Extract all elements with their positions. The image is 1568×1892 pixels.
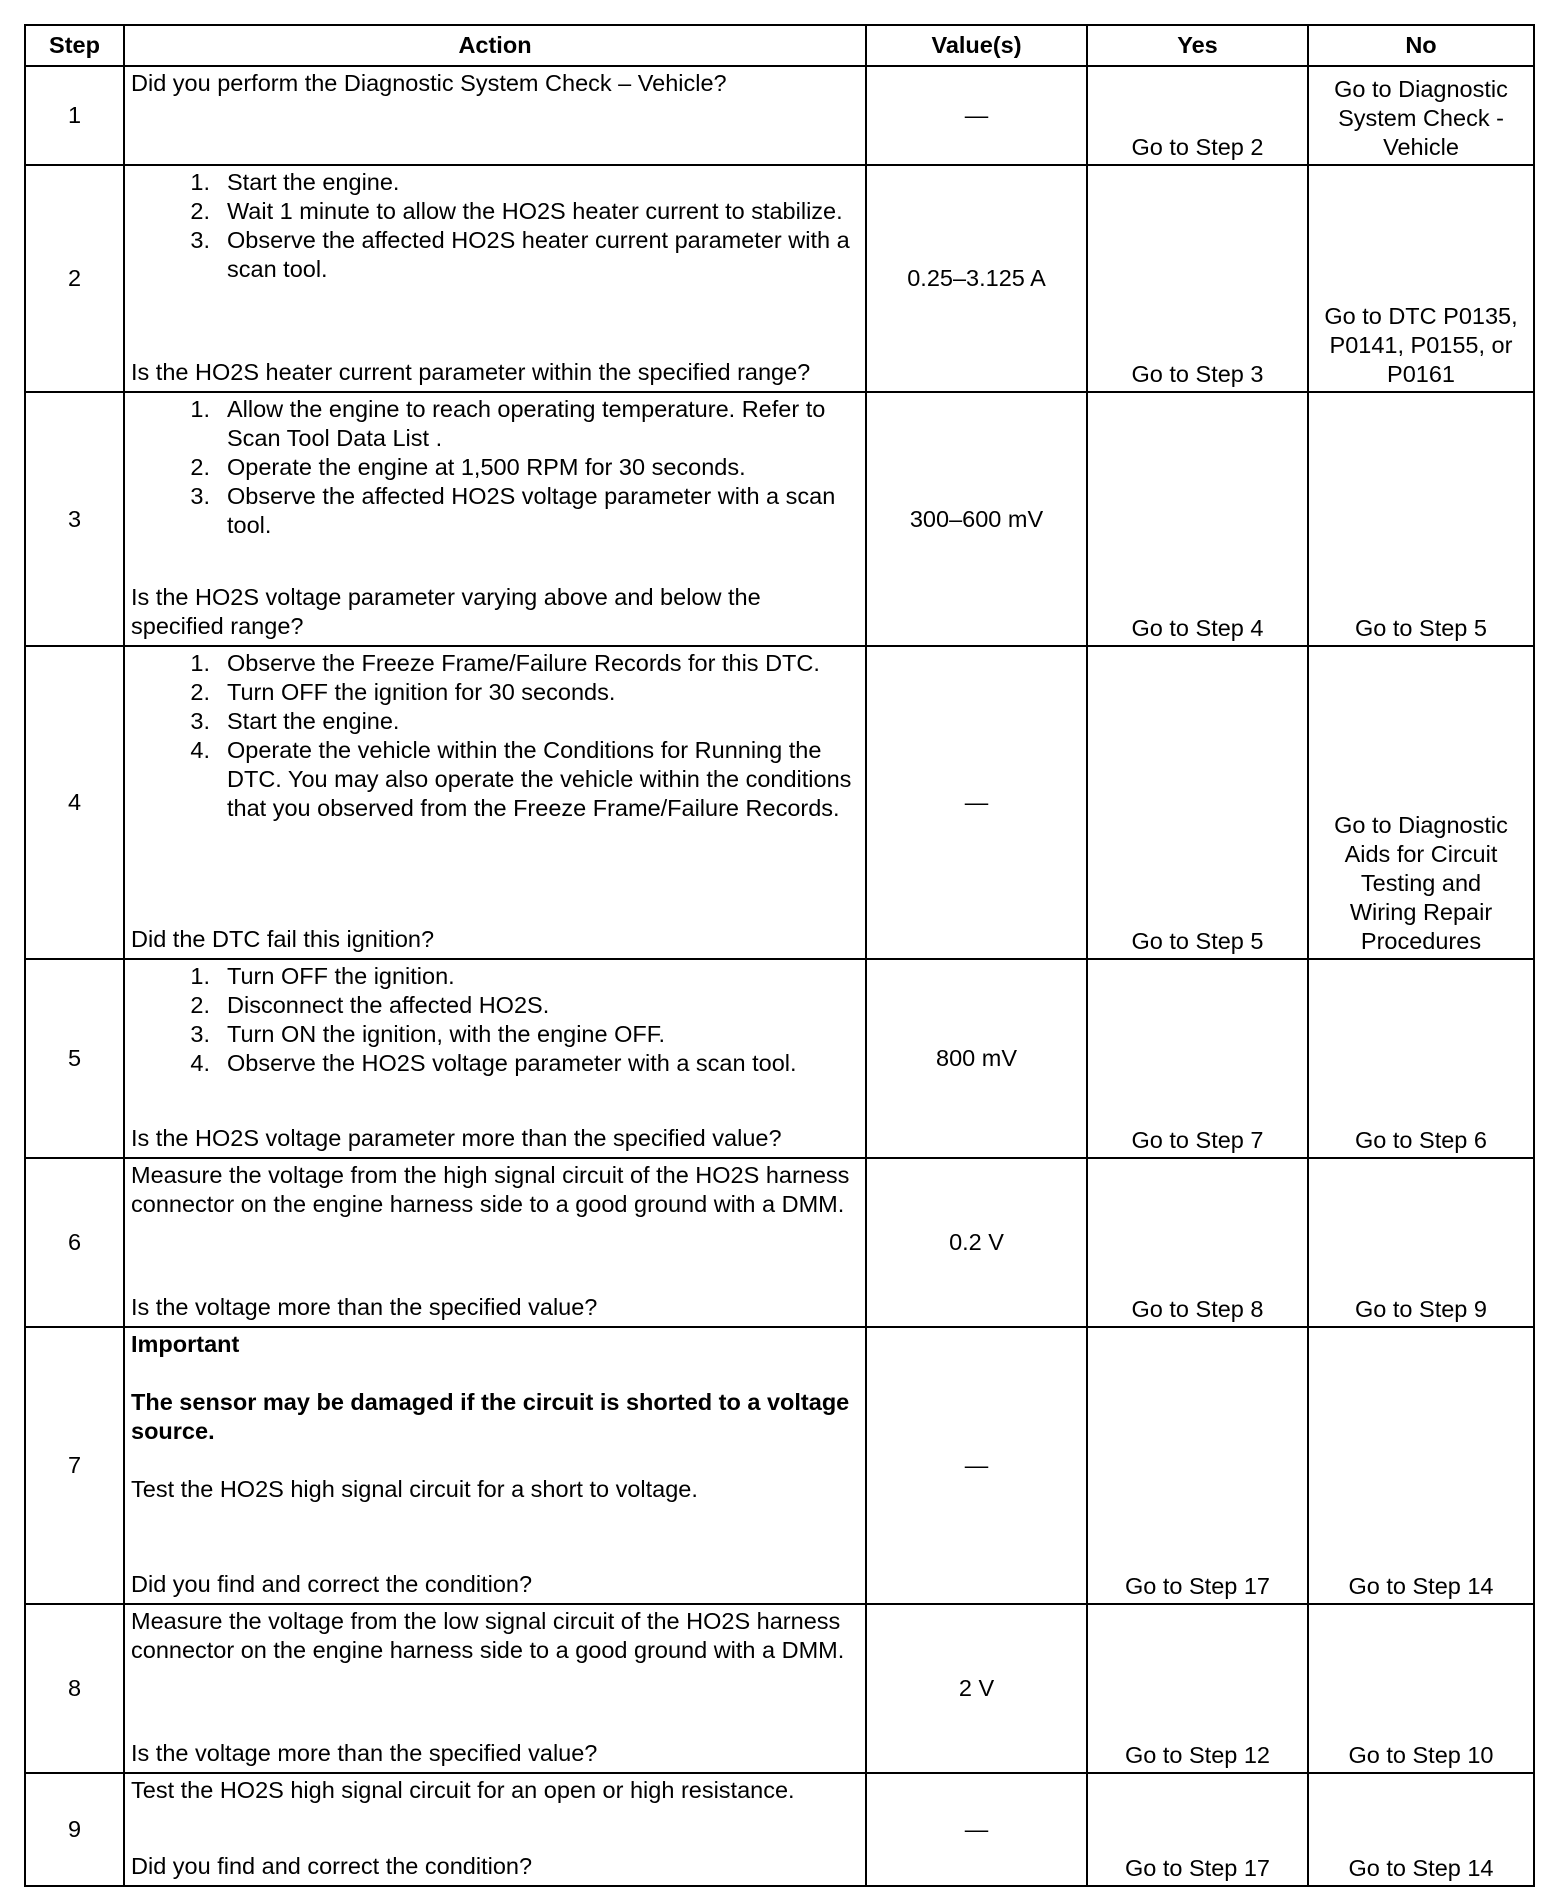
value-cell: —	[866, 1773, 1087, 1886]
value-cell: 0.25–3.125 A	[866, 165, 1087, 392]
yes-cell: Go to Step 5	[1087, 646, 1308, 959]
no-line: P0161	[1387, 361, 1455, 387]
procedure-list	[131, 962, 859, 1078]
action-question: Is the HO2S heater current parameter within the specified range?	[131, 359, 811, 385]
header-no: No	[1308, 25, 1534, 66]
action-text: Test the HO2S high signal circuit for a short to voltage.	[131, 1476, 698, 1502]
action-cell	[124, 66, 866, 165]
yes-cell: Go to Step 3	[1087, 165, 1308, 392]
value-cell: —	[866, 1327, 1087, 1604]
action-cell	[124, 165, 866, 392]
no-cell: Go to Step 9	[1308, 1158, 1534, 1327]
procedure-item: 1. Turn OFF the ignition.	[190, 963, 455, 989]
yes-cell: Go to Step 8	[1087, 1158, 1308, 1327]
procedure-item: 3. Turn ON the ignition, with the engine OFF.	[190, 1021, 666, 1047]
action-cell	[124, 1327, 866, 1604]
no-line: System Check -	[1338, 105, 1504, 131]
value-cell: 2 V	[866, 1604, 1087, 1773]
table-row-step-2	[25, 165, 1534, 392]
important-heading: Important	[131, 1331, 240, 1357]
procedure-item: 3. Observe the affected HO2S voltage parameter with a scan tool.	[190, 483, 836, 538]
procedure-item: 4. Observe the HO2S voltage parameter with a scan tool.	[190, 1050, 797, 1076]
value-cell: 800 mV	[866, 959, 1087, 1158]
important-notice: The sensor may be damaged if the circuit is shorted to a voltage source.	[131, 1389, 850, 1444]
no-cell	[1308, 165, 1534, 392]
action-cell	[124, 959, 866, 1158]
no-line: Procedures	[1360, 928, 1482, 954]
procedure-item: 2. Turn OFF the ignition for 30 seconds.	[190, 679, 616, 705]
procedure-item: 3. Start the engine.	[190, 708, 400, 734]
step-number: 2	[25, 165, 124, 392]
step-number: 6	[25, 1158, 124, 1327]
value-cell: 0.2 V	[866, 1158, 1087, 1327]
table-row-step-4	[25, 646, 1534, 959]
action-text: Test the HO2S high signal circuit for an open or high resistance.	[131, 1777, 795, 1803]
no-line: Go to Diagnostic	[1334, 76, 1508, 102]
step-number: 9	[25, 1773, 124, 1886]
header-step: Step	[25, 25, 124, 66]
no-line: Aids for Circuit	[1344, 841, 1498, 867]
action-question: Is the HO2S voltage parameter varying above and below the specified range?	[131, 584, 761, 639]
procedure-item: 4. Operate the vehicle within the Conditions for Running the DTC. You may also operate the vehicle within the conditions that you observed from the Freeze Frame/Failure Records.	[190, 737, 852, 821]
action-cell	[124, 392, 866, 646]
step-number: 8	[25, 1604, 124, 1773]
no-cell: Go to Step 10	[1308, 1604, 1534, 1773]
no-cell: Go to Step 14	[1308, 1773, 1534, 1886]
action-text: Measure the voltage from the low signal circuit of the HO2S harness connector on the engine harness side to a good ground with a DMM.	[131, 1608, 845, 1663]
yes-cell: Go to Step 7	[1087, 959, 1308, 1158]
yes-cell: Go to Step 17	[1087, 1773, 1308, 1886]
yes-cell: Go to Step 17	[1087, 1327, 1308, 1604]
step-number: 3	[25, 392, 124, 646]
action-question: Did you find and correct the condition?	[131, 1853, 533, 1879]
procedure-list	[131, 168, 859, 284]
action-cell	[124, 1773, 866, 1886]
procedure-item: 1. Start the engine.	[190, 169, 400, 195]
no-cell: Go to Step 5	[1308, 392, 1534, 646]
yes-cell: Go to Step 4	[1087, 392, 1308, 646]
action-question: Did the DTC fail this ignition?	[131, 926, 435, 952]
action-question: Is the voltage more than the specified value?	[131, 1294, 598, 1320]
action-text: Measure the voltage from the high signal circuit of the HO2S harness connector on the engine harness side to a good ground with a DMM.	[131, 1162, 850, 1217]
procedure-item: 2. Operate the engine at 1,500 RPM for 30 seconds.	[190, 454, 746, 480]
step-number: 1	[25, 66, 124, 165]
header-action: Action	[124, 25, 866, 66]
header-values: Value(s)	[866, 25, 1087, 66]
no-cell: Go to Step 14	[1308, 1327, 1534, 1604]
action-cell	[124, 1158, 866, 1327]
table-row-step-6	[25, 1158, 1534, 1327]
table-row-step-7	[25, 1327, 1534, 1604]
no-line: Go to Diagnostic	[1334, 812, 1508, 838]
no-line: Testing and	[1360, 870, 1482, 896]
no-line: Vehicle	[1383, 134, 1459, 160]
procedure-list	[131, 395, 859, 540]
header-row	[25, 25, 1534, 66]
procedure-item: 2. Wait 1 minute to allow the HO2S heater current to stabilize.	[190, 198, 843, 224]
no-cell: Go to Step 6	[1308, 959, 1534, 1158]
action-question: Is the HO2S voltage parameter more than the specified value?	[131, 1125, 782, 1151]
procedure-item: 2. Disconnect the affected HO2S.	[190, 992, 550, 1018]
step-number: 5	[25, 959, 124, 1158]
value-cell: —	[866, 646, 1087, 959]
action-question: Is the voltage more than the specified value?	[131, 1740, 598, 1766]
table-row-step-9	[25, 1773, 1534, 1886]
no-cell	[1308, 646, 1534, 959]
action-question: Did you perform the Diagnostic System Check – Vehicle?	[131, 70, 727, 96]
table-row-step-1	[25, 66, 1534, 165]
action-cell	[124, 1604, 866, 1773]
table-row-step-8	[25, 1604, 1534, 1773]
action-cell	[124, 646, 866, 959]
value-cell: —	[866, 66, 1087, 165]
procedure-list	[131, 649, 859, 823]
diagnostic-table	[24, 24, 1535, 1887]
procedure-item: 1. Allow the engine to reach operating temperature. Refer to Scan Tool Data List .	[190, 396, 826, 451]
step-number: 7	[25, 1327, 124, 1604]
table-row-step-3	[25, 392, 1534, 646]
step-number: 4	[25, 646, 124, 959]
yes-cell: Go to Step 12	[1087, 1604, 1308, 1773]
table-row-step-5	[25, 959, 1534, 1158]
yes-cell: Go to Step 2	[1087, 66, 1308, 165]
procedure-item: 3. Observe the affected HO2S heater current parameter with a scan tool.	[190, 227, 850, 282]
diagnostic-table-wrapper	[24, 24, 1535, 1887]
no-cell	[1308, 66, 1534, 165]
no-line: Wiring Repair	[1349, 899, 1493, 925]
action-question: Did you find and correct the condition?	[131, 1571, 533, 1597]
procedure-item: 1. Observe the Freeze Frame/Failure Records for this DTC.	[190, 650, 820, 676]
no-line: Go to DTC P0135,	[1324, 303, 1518, 329]
value-cell: 300–600 mV	[866, 392, 1087, 646]
header-yes: Yes	[1087, 25, 1308, 66]
no-line: P0141, P0155, or	[1329, 332, 1513, 358]
